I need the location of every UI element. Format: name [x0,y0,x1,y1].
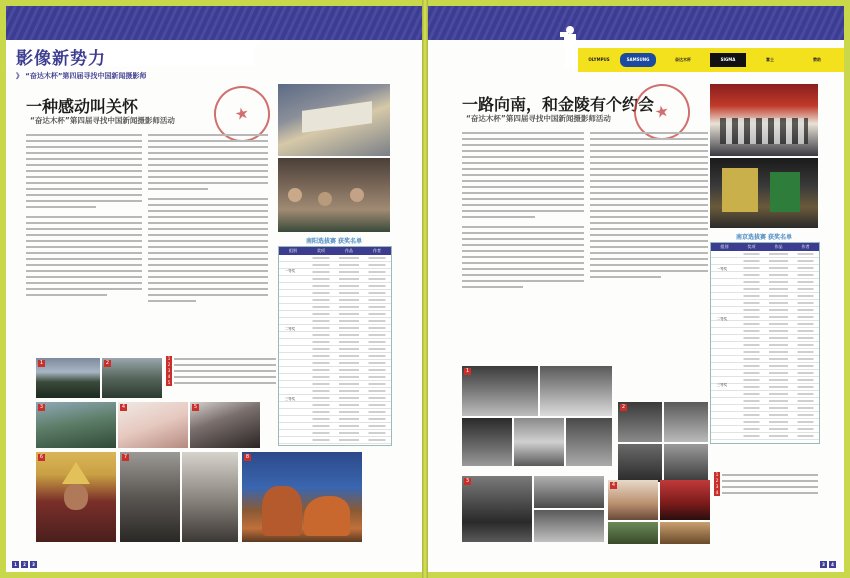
photo-bw-figure: 1 [462,366,538,416]
photo-bw-sea [534,510,604,542]
tagline: 》 “奋达木杯”第四届寻找中国新闻摄影师 [16,72,147,80]
photo-bw-boat [664,444,708,482]
table-row [279,437,391,444]
photo-captions: 1 2 3 4 [714,472,818,496]
table-row [711,258,819,265]
table-row [279,360,391,367]
table-row [279,297,391,304]
photo-bw-light [514,418,564,466]
red-seal-stamp: ★ [629,79,695,145]
table-row [711,307,819,314]
header-band [6,6,422,40]
photo-award-ceremony [710,84,818,156]
table-row [711,398,819,405]
table-row [711,433,819,440]
table-row [279,262,391,269]
table-row [279,318,391,325]
red-seal-stamp: ★ [209,81,275,147]
section-title: 影像新势力 [16,49,106,69]
table-row [711,328,819,335]
table-group-3: 三等奖 [284,397,296,401]
table-row [279,423,391,430]
photo-couple: 5 [190,402,260,448]
table-row [711,300,819,307]
table-header: 组别 奖项 作品 作者 [279,247,391,255]
page-folio-right: 3 4 [820,561,838,568]
table-row [711,279,819,286]
table-row [711,356,819,363]
table-group-2: 二等奖 [716,317,728,321]
photo-mountains: 1 [36,358,100,398]
sponsor-logo: 富士 [766,57,774,62]
table-row [279,374,391,381]
sponsor-logo: 赞助 [813,57,821,62]
page-folio-left: 1 2 3 [12,561,39,568]
photo-color-red [660,480,710,520]
table-row [711,321,819,328]
photo-bw-elder [618,444,662,482]
photo-captions: 1 2 3 4 5 [166,356,276,386]
photo-exhibition [710,158,818,228]
right-page [428,6,844,572]
table-row [711,251,819,258]
photo-color-figure [660,522,710,544]
table-row [279,346,391,353]
photo-red-rocks-night: 8 [242,452,362,542]
subheadline: “奋达木杯”第四届寻找中国新闻摄影师活动 [30,116,175,125]
headline: 一路向南，和金陵有个约会 [462,95,655,114]
table-row [711,286,819,293]
table-group-3: 三等奖 [716,383,728,387]
table-row [711,293,819,300]
photo-tibetan-man: 6 [36,452,116,542]
left-page [6,6,422,572]
table-row [711,412,819,419]
table-row [279,332,391,339]
table-group-2: 二等奖 [284,327,296,331]
photo-bw-landscape: 3 [462,476,532,542]
photo-color-field [608,522,658,544]
body-text-col-2 [148,134,268,306]
table-row [711,419,819,426]
body-text-col-2 [590,132,708,282]
sponsor-logo: 奋达木杯 [675,57,691,62]
table-row [711,349,819,356]
table-row [279,353,391,360]
results-table-title: 南阳选拔赛 获奖名单 [305,238,363,245]
table-row [711,342,819,349]
body-text-col-1 [462,132,584,292]
table-row [279,290,391,297]
sponsor-bar [578,48,844,72]
photo-bride: 4 [118,402,188,448]
photo-seminar-tables [278,84,390,156]
sponsor-logo: SAMSUNG [620,53,656,67]
table-row [711,426,819,433]
table-row [279,311,391,318]
photo-audience [278,158,390,232]
photo-bw-hills [534,476,604,508]
photo-worker [182,452,238,542]
sponsor-logo: OLYMPUS [588,57,610,62]
table-row [279,283,391,290]
photo-color-woman: 4 [608,480,658,520]
results-table [278,246,392,446]
table-row [279,255,391,262]
photo-bw-dance [540,366,612,416]
photo-bw-group: 2 [618,402,662,442]
photo-landscape: 3 [36,402,116,448]
table-row [279,381,391,388]
table-row [279,367,391,374]
table-row [711,272,819,279]
sponsor-logo: SIGMA [710,53,746,67]
photo-bw-street [664,402,708,442]
photo-cliff: 2 [102,358,162,398]
results-table-title: 南京选拔赛 获奖名单 [735,234,793,241]
table-row [711,405,819,412]
subheadline: “奋达木杯”第四届寻找中国新闻摄影师活动 [466,114,611,123]
photo-cave: 7 [120,452,180,542]
body-text-col-1 [26,134,142,300]
results-table [710,242,820,444]
table-row [279,339,391,346]
table-row [279,388,391,395]
table-row [279,430,391,437]
table-row [711,370,819,377]
table-row [711,363,819,370]
table-header: 组别 奖项 作品 作者 [711,243,819,251]
table-group-1: 一等奖 [716,267,728,271]
table-row [711,391,819,398]
headline: 一种感动叫关怀 [26,97,139,116]
table-row [711,335,819,342]
photo-bw-portrait [462,418,512,466]
table-group-1: 一等奖 [284,269,296,273]
header-band [428,6,844,40]
table-row [279,304,391,311]
photo-bw-scene [566,418,612,466]
table-row [279,276,391,283]
table-row [279,409,391,416]
table-row [279,402,391,409]
table-row [279,416,391,423]
